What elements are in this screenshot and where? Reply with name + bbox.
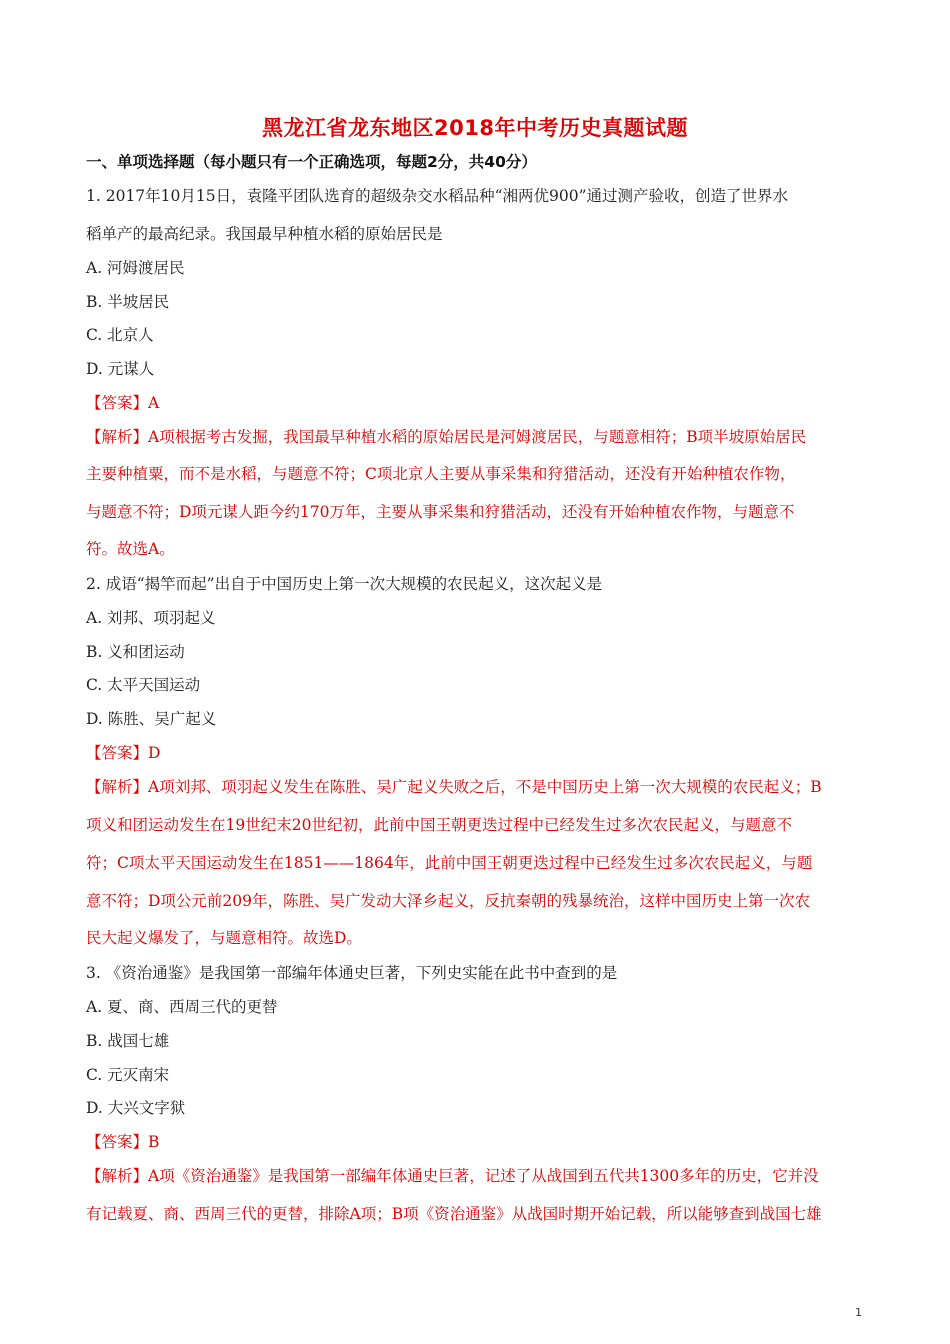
question-2-analysis-line-1: 【解析】A项刘邦、项羽起义发生在陈胜、吴广起义失败之后，不是中国历史上第一次大规模的农民起义；B — [86, 778, 822, 796]
question-1-analysis-line-1: 【解析】A项根据考古发掘，我国最早种植水稻的原始居民是河姆渡居民，与题意相符；B项半坡原始居民 — [86, 428, 807, 446]
question-3-answer: 【答案】B — [86, 1133, 160, 1151]
question-1-option-d: D. 元谋人 — [86, 360, 155, 378]
question-2-analysis-line-5: 民大起义爆发了，与题意相符。故选D。 — [86, 929, 362, 947]
page-number: 1 — [855, 1306, 862, 1319]
question-3-analysis-line-2: 有记载夏、商、西周三代的更替，排除A项；B项《资治通鉴》从战国时期开始记载，所以能够查到战国七雄 — [86, 1205, 822, 1223]
question-3-stem-line-1: 3. 《资治通鉴》是我国第一部编年体通史巨著，下列史实能在此书中查到的是 — [86, 964, 618, 982]
question-2-analysis-line-2: 项义和团运动发生在19世纪末20世纪初，此前中国王朝更迭过程中已经发生过多次农民起义，与题意不 — [86, 816, 792, 834]
page-title: 黑龙江省龙东地区2018年中考历史真题试题 — [262, 116, 688, 140]
question-2-analysis-line-3: 符；C项太平天国运动发生在1851——1864年，此前中国王朝更迭过程中已经发生过多次农民起义，与题 — [86, 854, 813, 872]
question-2-stem-line-1: 2. 成语“揭竿而起”出自于中国历史上第一次大规模的农民起义，这次起义是 — [86, 575, 603, 593]
question-1-stem-line-2: 稻单产的最高纪录。我国最早种植水稻的原始居民是 — [86, 225, 443, 243]
question-2-analysis-line-4: 意不符；D项公元前209年，陈胜、吴广发动大泽乡起义，反抗秦朝的残暴统治，这样中国历史上第一次农 — [86, 892, 811, 910]
question-2-option-b: B. 义和团运动 — [86, 643, 185, 661]
question-1-analysis-line-3: 与题意不符；D项元谋人距今约170万年，主要从事采集和狩猎活动，还没有开始种植农作物，与题意不 — [86, 503, 795, 521]
question-3-option-a: A. 夏、商、西周三代的更替 — [86, 998, 278, 1016]
question-3-option-c: C. 元灭南宋 — [86, 1066, 170, 1084]
question-2-option-d: D. 陈胜、吴广起义 — [86, 710, 217, 728]
question-3-analysis-line-1: 【解析】A项《资治通鉴》是我国第一部编年体通史巨著，记述了从战国到五代共1300多年的历史，它并没 — [86, 1167, 819, 1185]
question-1-answer: 【答案】A — [86, 394, 160, 412]
question-3-option-d: D. 大兴文字狱 — [86, 1099, 186, 1117]
question-1-analysis-line-2: 主要种植粟，而不是水稻，与题意不符；C项北京人主要从事采集和狩猎活动，还没有开始种植农作物， — [86, 465, 796, 483]
question-1-option-b: B. 半坡居民 — [86, 293, 170, 311]
question-1-option-a: A. 河姆渡居民 — [86, 259, 185, 277]
question-2-option-c: C. 太平天国运动 — [86, 676, 201, 694]
question-1-analysis-line-4: 符。故选A。 — [86, 540, 175, 558]
question-2-option-a: A. 刘邦、项羽起义 — [86, 609, 216, 627]
question-1-option-c: C. 北京人 — [86, 326, 154, 344]
question-1-stem-line-1: 1. 2017年10月15日，袁隆平团队选育的超级杂交水稻品种“湘两优900”通过测产验收，创造了世界水 — [86, 187, 789, 205]
question-3-option-b: B. 战国七雄 — [86, 1032, 170, 1050]
question-2-answer: 【答案】D — [86, 744, 161, 762]
section-heading: 一、单项选择题（每小题只有一个正确选项，每题2分，共40分） — [86, 153, 537, 171]
